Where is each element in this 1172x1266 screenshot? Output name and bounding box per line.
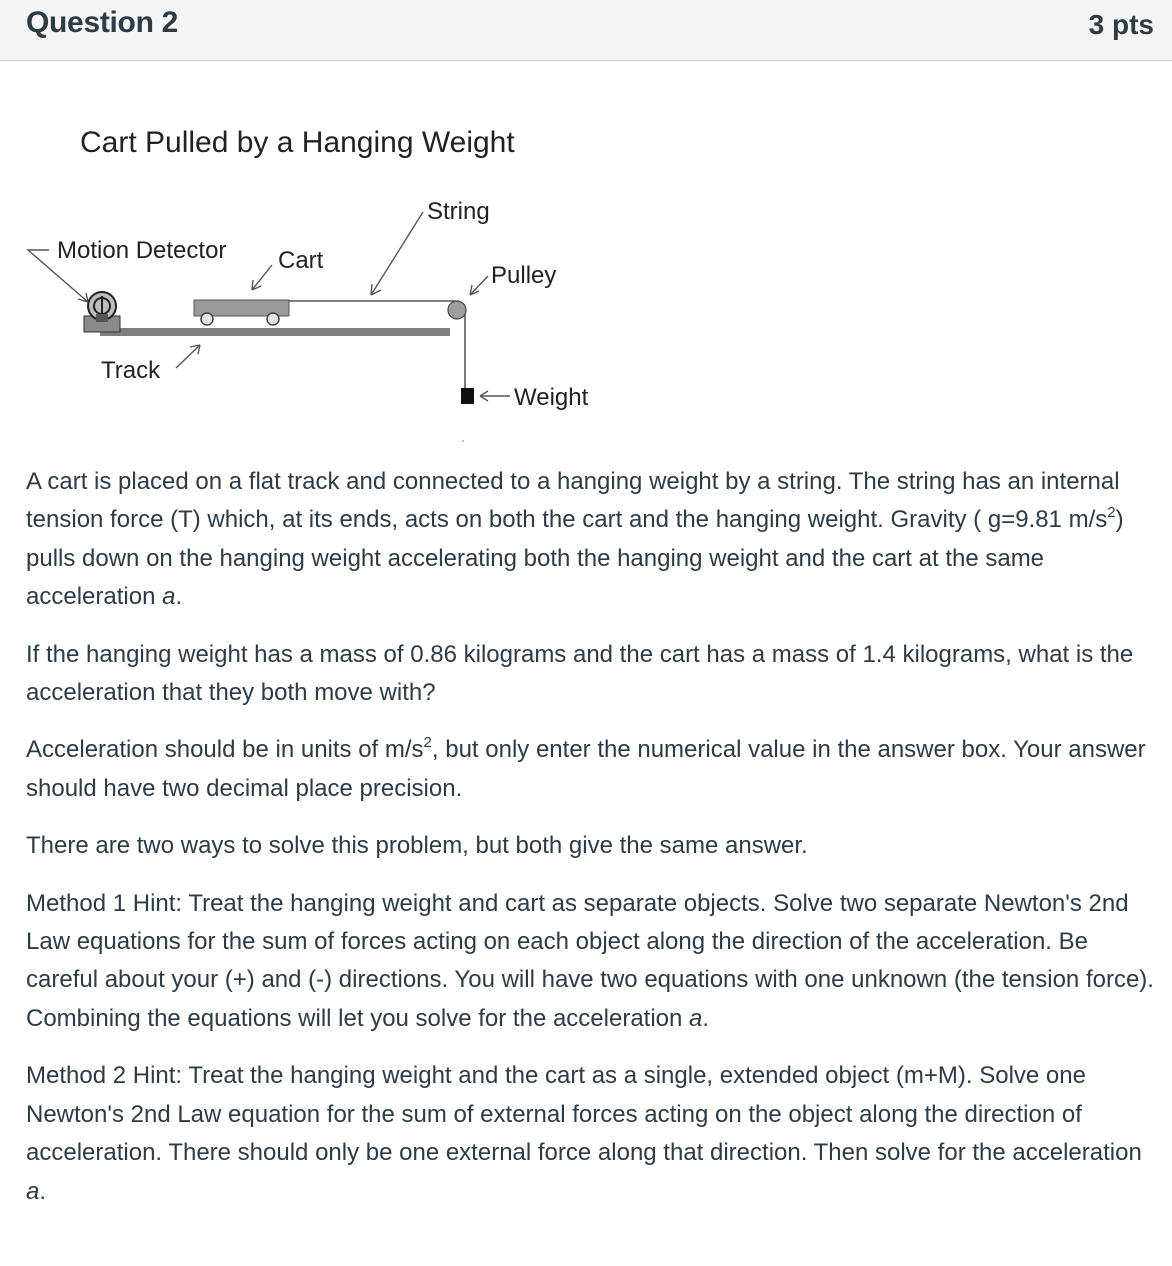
paragraph-method-2: Method 2 Hint: Treat the hanging weight and the cart as a single, extended object (m+M). Solve one Newton's 2nd Law equation for the sum of external forces acting on the object along the direction of acceleration. There should only be one external force along that direction. Then solve for the acceleration a. xyxy=(26,1062,1142,1205)
cart-diagram xyxy=(0,100,640,450)
label-pulley: Pulley xyxy=(491,262,557,289)
track xyxy=(100,328,450,336)
question-body xyxy=(26,463,1156,1230)
hanging-weight xyxy=(461,388,474,404)
label-cart: Cart xyxy=(278,247,324,274)
diagram-title: Cart Pulled by a Hanging Weight xyxy=(80,126,515,159)
track-pointer xyxy=(176,345,200,368)
label-string: String xyxy=(427,198,490,225)
cart-pointer xyxy=(252,265,272,290)
pulley-pointer xyxy=(470,276,488,295)
paragraph-method-1: Method 1 Hint: Treat the hanging weight and cart as separate objects. Solve two separate Newton's 2nd Law equations for the sum of forces acting on each object along the direction of the acceleration. Be careful about your (+) and (-) directions. You will have two equations with one unknown (the tension force). Combining the equations will let you solve for the acceleration a. xyxy=(26,889,1154,1032)
paragraph-question: If the hanging weight has a mass of 0.86 kilograms and the cart has a mass of 1.4 kilograms, what is the acceleration that they both move with? xyxy=(26,640,1134,707)
paragraph-setup: A cart is placed on a flat track and connected to a hanging weight by a string. The string has an internal tension force (T) which, at its ends, acts on both the cart and the hanging weight. Gravity ( g=9.81 $m/s^2$) pulls down on the hanging weight accelerating both the hanging weight and the cart at the same acceleration a. xyxy=(26,468,1124,611)
motion-detector xyxy=(84,292,120,332)
speck xyxy=(462,440,464,442)
label-weight: Weight xyxy=(514,384,589,411)
question-title: Question 2 xyxy=(26,6,179,39)
pulley xyxy=(448,301,466,319)
string xyxy=(289,301,465,388)
question-header xyxy=(0,0,1172,61)
paragraph-units: Acceleration should be in units of $m/s^2$, but only enter the numerical value in the answer box. Your answer should have two decimal place precision. xyxy=(26,734,1146,802)
label-track: Track xyxy=(101,357,161,384)
label-motion-detector: Motion Detector xyxy=(57,237,227,264)
paragraph-two-ways: There are two ways to solve this problem, but both give the same answer. xyxy=(26,832,808,860)
cart xyxy=(194,300,289,325)
string-pointer xyxy=(371,212,423,295)
question-points: 3 pts xyxy=(1088,9,1154,40)
